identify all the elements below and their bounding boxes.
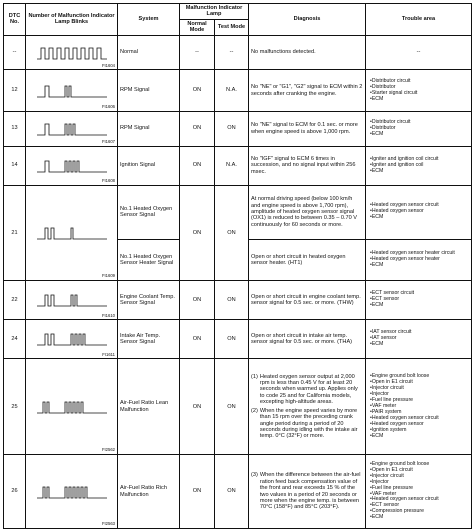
trouble-item: • Heated oxygen sensor circuit (374, 203, 469, 209)
dtc-code: 22 (4, 281, 26, 320)
figure-number: FI1604 (101, 62, 115, 68)
test-mode-cell: ON (215, 185, 249, 281)
dtc-code: 12 (4, 70, 26, 111)
trouble-item: • ECM (374, 215, 469, 221)
diagnosis-item-text: When the engine speed varies by more than 15 rpm over the preceding crank angle period during a period of 20 seconds during idling with the intake air temp. 0°C (32°F) or more. (259, 407, 358, 440)
system-cell: Ignition Signal (118, 146, 180, 185)
trouble-item: • ECM (374, 169, 469, 175)
trouble-cell (366, 320, 472, 359)
diagnosis-item (251, 472, 363, 511)
trouble-item: • ECM (374, 342, 469, 348)
trouble-item: • Engine ground bolt loose (374, 374, 469, 380)
blink-pattern (26, 320, 118, 359)
figure-number: FI1607 (101, 138, 115, 144)
trouble-item: • Heated oxygen sensor circuit (374, 416, 469, 422)
trouble-item: • Starter signal circuit (374, 91, 469, 97)
test-mode-cell: ON (215, 359, 249, 455)
blink-pattern (26, 111, 118, 146)
trouble-item: • ECM (374, 263, 469, 269)
test-mode-cell: -- (215, 35, 249, 70)
table-row (4, 281, 472, 320)
trouble-item: • Distributor (374, 126, 469, 132)
trouble-list (368, 203, 469, 221)
system-cell: Air-Fuel Ratio Rich Malfunction (118, 455, 180, 529)
trouble-list (368, 374, 469, 440)
diagnosis-cell: Open or short circuit in intake air temp. sensor signal for 0.5 sec. or more. (THA) (249, 320, 366, 359)
blink-waveform (35, 45, 109, 61)
blink-waveform (35, 121, 109, 137)
trouble-item: • Open in E1 circuit (374, 380, 469, 386)
figure-number: FI2562 (101, 447, 115, 453)
trouble-item: • Heated oxygen sensor circuit (374, 497, 469, 503)
normal-mode-cell: ON (180, 111, 215, 146)
table-row (4, 146, 472, 185)
dtc-code: 25 (4, 359, 26, 455)
trouble-item: • IAT sensor (374, 336, 469, 342)
trouble-item: • Injector (374, 480, 469, 486)
trouble-item: • ECT sensor circuit (374, 291, 469, 297)
blink-waveform (35, 83, 109, 99)
trouble-cell (366, 281, 472, 320)
diagnosis-cell: No "NE" signal to ECM for 0.1 sec. or more when engine speed is above 1,000 rpm. (249, 111, 366, 146)
trouble-item: • Heated oxygen sensor heater circuit (374, 251, 469, 257)
system-cell: RPM Signal (118, 70, 180, 111)
table-row (4, 455, 472, 529)
trouble-cell (366, 146, 472, 185)
header-normal: Normal Mode (180, 19, 215, 35)
test-mode-cell: ON (215, 455, 249, 529)
trouble-list (368, 462, 469, 522)
figure-number: FI1608 (101, 177, 115, 183)
trouble-item: • Injector circuit (374, 386, 469, 392)
trouble-item: • ECT sensor (374, 503, 469, 509)
header-diagnosis: Diagnosis (249, 4, 366, 36)
normal-mode-cell: ON (180, 146, 215, 185)
blink-waveform (35, 399, 109, 415)
trouble-cell (366, 111, 472, 146)
trouble-list (368, 120, 469, 138)
figure-number: FI1611 (102, 351, 115, 357)
blink-pattern (26, 70, 118, 111)
trouble-item: • Igniter and ignition coil circuit (374, 157, 469, 163)
system-cell: Normal (118, 35, 180, 70)
header-blinks: Number of Malfunction Indicator Lamp Blinks (26, 4, 118, 36)
trouble-item: • ECM (374, 434, 469, 440)
dtc-code: 24 (4, 320, 26, 359)
trouble-item: • Engine ground bolt loose (374, 462, 469, 468)
normal-mode-cell: ON (180, 455, 215, 529)
trouble-item: • VAF meter (374, 404, 469, 410)
diagnosis-cell (249, 359, 366, 455)
blink-pattern (26, 185, 118, 281)
test-mode-cell: ON (215, 320, 249, 359)
dtc-code: -- (4, 35, 26, 70)
blink-waveform (35, 158, 109, 174)
trouble-item: • Fuel line pressure (374, 398, 469, 404)
system-cell: Intake Air Temp. Sensor Signal (118, 320, 180, 359)
dtc-code: 13 (4, 111, 26, 146)
diagnosis-cell (249, 455, 366, 529)
blink-pattern (26, 35, 118, 70)
trouble-item: • Igniter and ignition coil (374, 163, 469, 169)
trouble-item: • Injector circuit (374, 474, 469, 480)
system-cell: RPM Signal (118, 111, 180, 146)
trouble-item: • Distributor circuit (374, 120, 469, 126)
blink-waveform (35, 225, 109, 241)
figure-number: FI1609 (101, 273, 115, 279)
diagnosis-cell: No malfunctions detected. (249, 35, 366, 70)
diagnosis-cell: No "IGF" signal to ECM 6 times in succession, and no signal input within 256 msec. (249, 146, 366, 185)
blink-waveform (35, 484, 109, 500)
test-mode-cell: ON (215, 111, 249, 146)
test-mode-cell: N.A. (215, 146, 249, 185)
trouble-item: • Ignition system (374, 428, 469, 434)
trouble-cell (366, 185, 472, 239)
trouble-item: • ECM (374, 303, 469, 309)
table-row (4, 320, 472, 359)
trouble-item: • Distributor circuit (374, 79, 469, 85)
normal-mode-cell: ON (180, 185, 215, 281)
blink-waveform (35, 292, 109, 308)
dtc-table (3, 3, 472, 529)
blink-pattern (26, 281, 118, 320)
table-row (4, 111, 472, 146)
trouble-list (368, 79, 469, 103)
diagnosis-cell: Open or short circuit in engine coolant temp. sensor signal for 0.5 sec. or more. (THW) (249, 281, 366, 320)
header-trouble: Trouble area (366, 4, 472, 36)
header-system: System (118, 4, 180, 36)
diagnosis-item-number: (3) (251, 472, 258, 479)
header-mil: Malfunction Indicator Lamp (180, 4, 249, 20)
dtc-code: 21 (4, 185, 26, 281)
system-cell: No.1 Heated Oxygen Sensor Signal (118, 185, 180, 239)
trouble-item: • Distributor (374, 85, 469, 91)
trouble-item: • Injector (374, 392, 469, 398)
diagnosis-item (251, 374, 363, 406)
trouble-cell (366, 455, 472, 529)
trouble-item: • IAT sensor circuit (374, 330, 469, 336)
header-dtc: DTC No. (4, 4, 26, 36)
normal-mode-cell: ON (180, 320, 215, 359)
blink-waveform (35, 331, 109, 347)
trouble-list (368, 157, 469, 175)
diagnosis-item-number: (1) (251, 373, 258, 380)
figure-number: FI1606 (101, 103, 115, 109)
trouble-item: • Heated oxygen sensor (374, 422, 469, 428)
trouble-item: • ECT sensor (374, 297, 469, 303)
diagnosis-cell: At normal driving speed (below 100 km/h and engine speed is above 1,700 rpm), amplitude of heated oxygen sensor signal (OX1) is reduced to between 0.35 – 0.70 V continuously for 60 seconds or more. (249, 185, 366, 239)
dtc-code: 26 (4, 455, 26, 529)
diagnosis-cell: No "NE" or "G1", "G2" signal to ECM within 2 seconds after cranking the engine. (249, 70, 366, 111)
figure-number: FI1610 (101, 312, 115, 318)
header-test: Test Mode (215, 19, 249, 35)
test-mode-cell: N.A. (215, 70, 249, 111)
test-mode-cell: ON (215, 281, 249, 320)
trouble-list (368, 251, 469, 269)
figure-number: FI2563 (101, 521, 115, 527)
trouble-item: • Heated oxygen sensor (374, 209, 469, 215)
trouble-cell: -- (366, 35, 472, 70)
diagnosis-item-text: Heated oxygen sensor output at 2,000 rpm is less than 0.45 V for at least 20 seconds when warmed up. Applies only to code 25 and for California models, excepting high-altitude areas. (259, 373, 358, 406)
dtc-code: 14 (4, 146, 26, 185)
trouble-item: • Compression pressure (374, 509, 469, 515)
trouble-cell (366, 359, 472, 455)
normal-mode-cell: -- (180, 35, 215, 70)
trouble-cell (366, 70, 472, 111)
table-row (4, 35, 472, 70)
normal-mode-cell: ON (180, 359, 215, 455)
normal-mode-cell: ON (180, 70, 215, 111)
diagnosis-cell: Open or short circuit in heated oxygen sensor heater. (HT1) (249, 239, 366, 280)
trouble-list (368, 291, 469, 309)
diagnosis-item-text: When the difference between the air-fuel ration feed back compensation value of the front and rear exceeds 15 % of the two values in a period of 20 seconds or more when the engine temp. is between 70°C (158°F) and 85°C (203°F). (259, 472, 361, 511)
system-cell: Air-Fuel Ratio Lean Malfunction (118, 359, 180, 455)
normal-mode-cell: ON (180, 281, 215, 320)
blink-pattern (26, 455, 118, 529)
trouble-list (368, 330, 469, 348)
trouble-item: • VAF meter (374, 492, 469, 498)
trouble-item: • ECM (374, 515, 469, 521)
diagnosis-item (251, 408, 363, 440)
blink-pattern (26, 146, 118, 185)
table-row (4, 70, 472, 111)
trouble-item: • Heated oxygen sensor heater (374, 257, 469, 263)
trouble-item: • Fuel line pressure (374, 486, 469, 492)
trouble-cell (366, 239, 472, 280)
trouble-item: • Open in E1 circuit (374, 468, 469, 474)
trouble-item: • ECM (374, 97, 469, 103)
trouble-item: • PAIR system (374, 410, 469, 416)
table-row (4, 185, 472, 239)
trouble-item: • ECM (374, 132, 469, 138)
system-cell: Engine Coolant Temp. Sensor Signal (118, 281, 180, 320)
diagnosis-item-number: (2) (251, 407, 258, 414)
system-cell: No.1 Heated Oxygen Sensor Heater Signal (118, 239, 180, 280)
table-row (4, 359, 472, 455)
blink-pattern (26, 359, 118, 455)
